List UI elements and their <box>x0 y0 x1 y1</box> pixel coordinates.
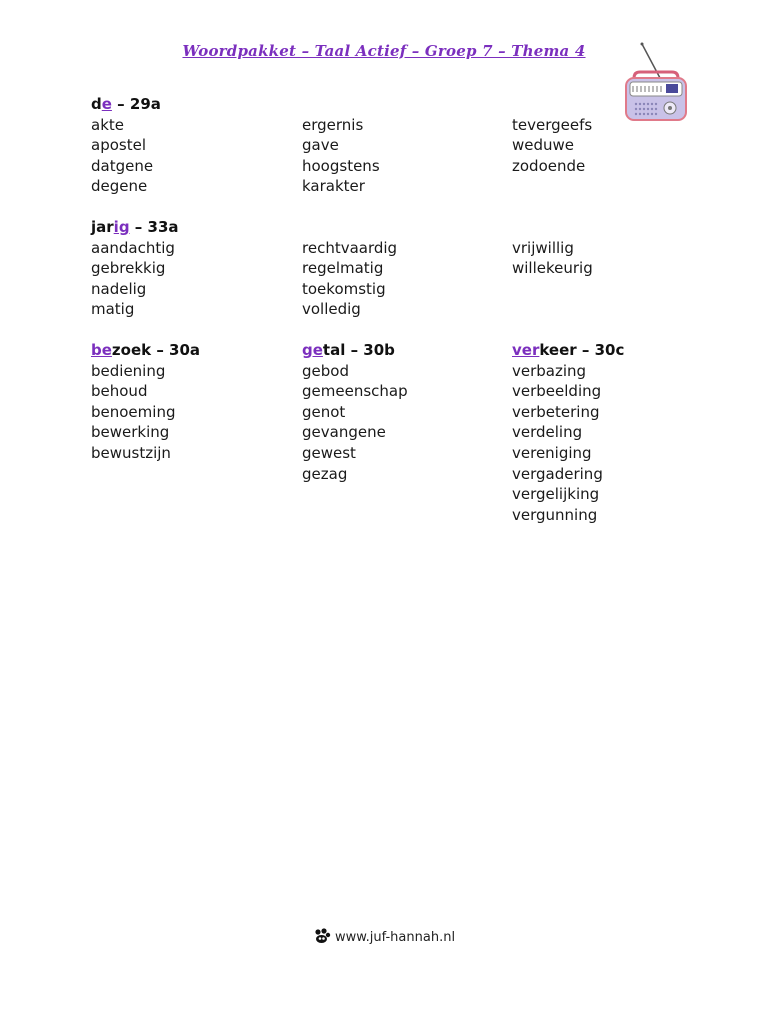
page-title-text: Woordpakket – Taal Actief – Groep 7 – Thema 4 <box>182 42 586 60</box>
word: vrijwillig <box>512 238 574 257</box>
section-heading: bezoek – 30a <box>91 341 201 359</box>
word: datgene <box>91 156 154 175</box>
word: tevergeefs <box>512 115 593 134</box>
word: vereniging <box>512 443 592 462</box>
word: vergunning <box>512 505 598 524</box>
word: gemeenschap <box>302 382 408 401</box>
section-jarig-column-2 <box>302 238 397 320</box>
word: karakter <box>302 177 365 196</box>
word: verbetering <box>512 402 600 421</box>
word: gebod <box>302 361 349 380</box>
word: degene <box>91 177 148 196</box>
word: genot <box>302 402 346 421</box>
section-de-column-1 <box>91 94 161 197</box>
word: weduwe <box>512 136 575 155</box>
word: verbeelding <box>512 382 602 401</box>
word: bewustzijn <box>91 443 171 462</box>
section-jarig-column-1 <box>91 217 179 320</box>
word: vergelijking <box>512 485 600 504</box>
section-heading: getal – 30b <box>302 341 395 359</box>
footer <box>0 928 768 945</box>
word: gebrekkig <box>91 259 166 278</box>
section-jarig-column-3 <box>512 238 593 279</box>
word: toekomstig <box>302 279 386 298</box>
section-heading: de – 29a <box>91 95 161 113</box>
word: zodoende <box>512 156 586 175</box>
word: rechtvaardig <box>302 238 398 257</box>
paw-logo-icon <box>313 928 331 944</box>
word: bewerking <box>91 423 170 442</box>
word: hoogstens <box>302 156 380 175</box>
word: gevangene <box>302 423 386 442</box>
word: gewest <box>302 443 356 462</box>
word: akte <box>91 115 124 134</box>
word: benoeming <box>91 402 176 421</box>
word: gave <box>302 136 339 155</box>
radio-icon <box>620 42 692 124</box>
word: gezag <box>302 464 348 483</box>
word: bediening <box>91 361 166 380</box>
word: apostel <box>91 136 146 155</box>
word: verbazing <box>512 361 587 380</box>
word: ergernis <box>302 115 364 134</box>
section-ge-column <box>302 340 408 484</box>
section-de-column-2 <box>302 115 380 197</box>
word: nadelig <box>91 279 147 298</box>
section-be-column <box>91 340 200 464</box>
word: aandachtig <box>91 238 175 257</box>
word: volledig <box>302 300 361 319</box>
section-ver-column <box>512 340 624 525</box>
word: willekeurig <box>512 259 593 278</box>
word: verdeling <box>512 423 583 442</box>
section-heading: jarig – 33a <box>91 218 179 236</box>
word: vergadering <box>512 464 603 483</box>
word: behoud <box>91 382 148 401</box>
word: regelmatig <box>302 259 384 278</box>
section-heading: verkeer – 30c <box>512 341 625 359</box>
word: matig <box>91 300 135 319</box>
section-de-column-3 <box>512 115 592 177</box>
footer-url[interactable]: www.juf-hannah.nl <box>334 930 456 945</box>
